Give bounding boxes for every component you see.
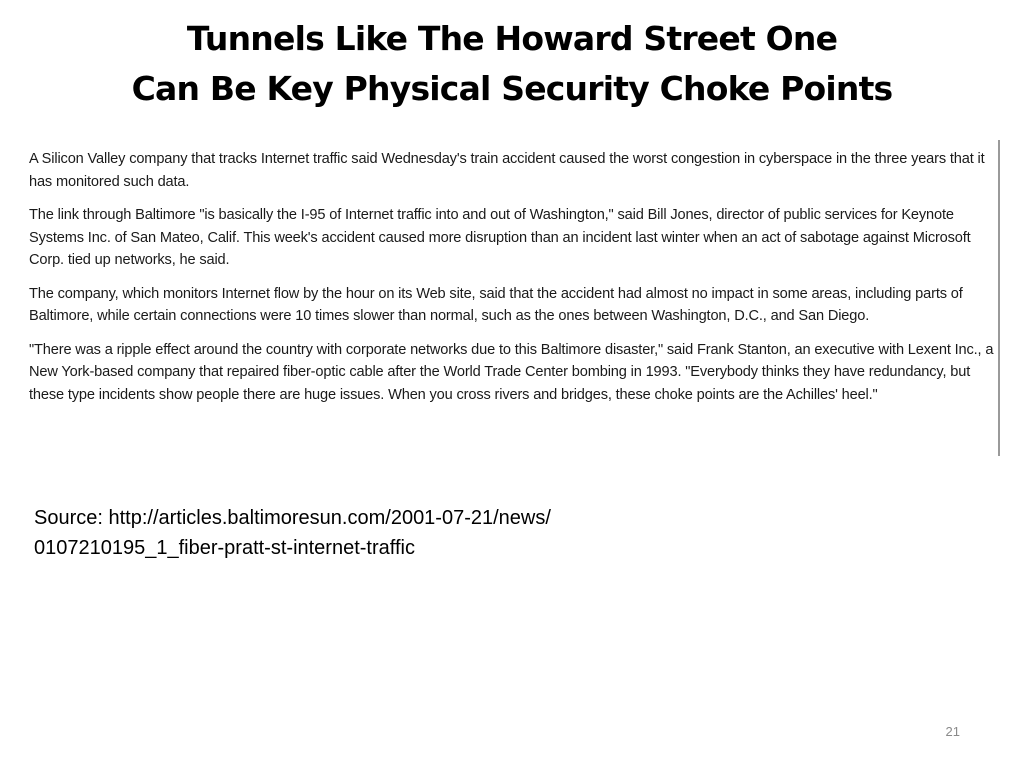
slide-title-line-2: Can Be Key Physical Security Choke Points xyxy=(131,69,893,108)
source-citation-line-2: 0107210195_1_fiber-pratt-st-internet-traffic xyxy=(34,537,415,559)
article-paragraph-1: A Silicon Valley company that tracks Internet traffic said Wednesday's train accident caused the worst congestion in cyberspace in the three years that it has monitored such data. xyxy=(29,151,985,190)
article-paragraph-4: "There was a ripple effect around the country with corporate networks due to this Baltimore disaster," said Frank Stanton, an executive with Lexent Inc., a New York-based company that repaired fiber-optic cable after the World Trade Center bombing in 1993. "Everybody thinks they have redundancy, but these type incidents show people there are huge issues. When you cross rivers and bridges, these choke points are the Achilles' heel." xyxy=(29,341,994,403)
article-excerpt xyxy=(22,140,1000,456)
source-citation xyxy=(34,503,934,563)
article-paragraph-3: The company, which monitors Internet flow by the hour on its Web site, said that the accident had almost no impact in some areas, including parts of Baltimore, while certain connections were 10 times slower than normal, such as the ones between Washington, D.C., and San Diego. xyxy=(29,285,963,324)
source-citation-line-1: Source: http://articles.baltimoresun.com/2001-07-21/news/ xyxy=(34,507,551,529)
slide-title xyxy=(40,14,984,114)
slide-title-line-1: Tunnels Like The Howard Street One xyxy=(186,19,838,58)
article-paragraph-2: The link through Baltimore "is basically the I-95 of Internet traffic into and out of Washington," said Bill Jones, director of public services for Keynote Systems Inc. of San Mateo, Calif. This week's accident caused more disruption than an incident last winter when an act of sabotage against Microsoft Corp. tied up networks, he said. xyxy=(29,207,971,268)
page-number: 21 xyxy=(945,724,960,739)
